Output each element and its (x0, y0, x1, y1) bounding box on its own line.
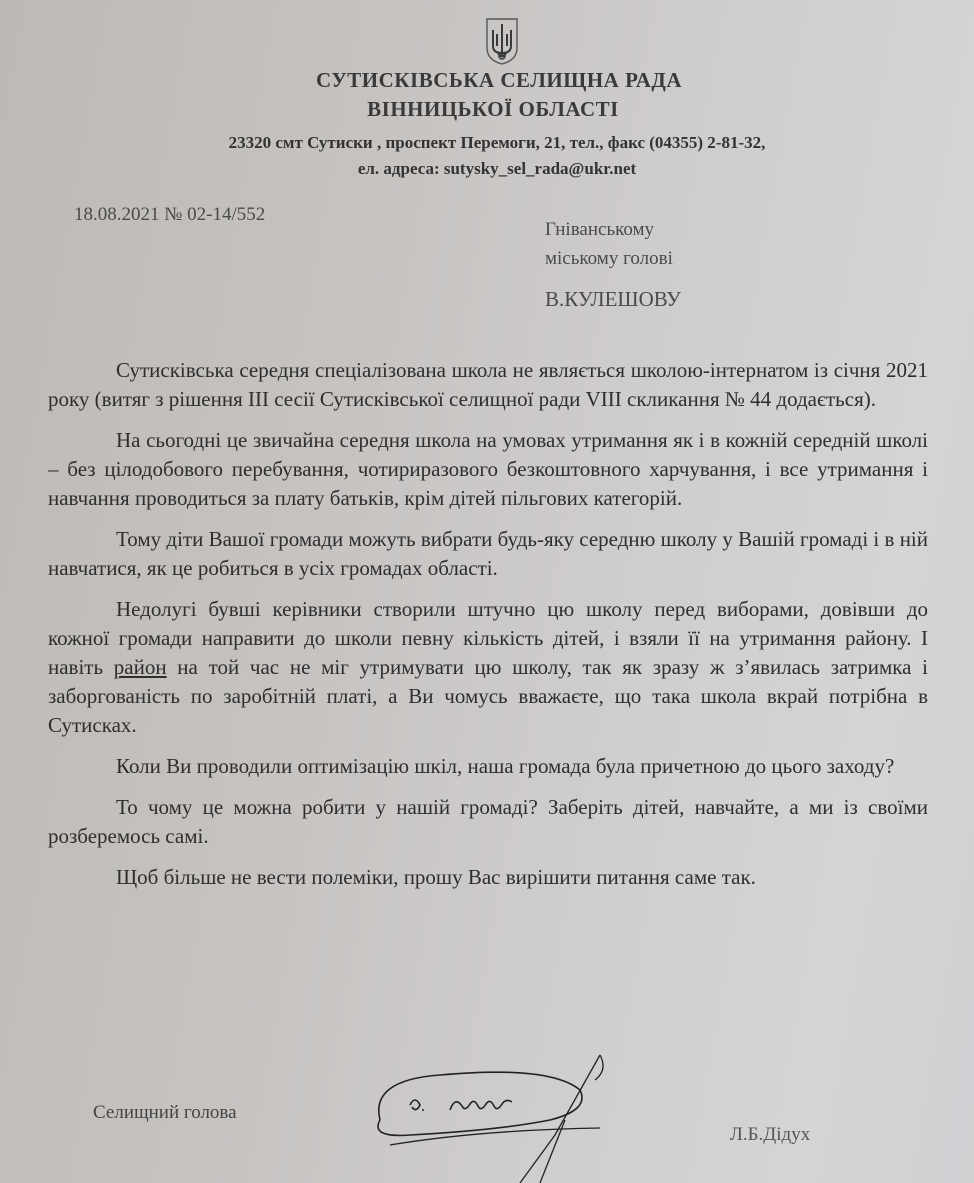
paragraph: На сьогодні це звичайна середня школа на умовах утримання як і в кожній середній школі – без цілодобового перебування, чотириразового безкоштовного харчування, і все утримання і навчання проводиться за плату батьків, крім дітей пільгових категорій. (48, 428, 928, 510)
paragraph: Сутисківська середня спеціалізована школа не являється школою-інтернатом із січня 2021 року (витяг з рішення ІІІ сесії Сутисківської селищної ради VIII скликання № 44 додається). (48, 358, 928, 411)
paragraph: Щоб більше не вести полеміки, прошу Вас вирішити питання саме так. (116, 865, 756, 889)
trident-coat-of-arms-icon (484, 16, 520, 66)
underlined-word: район (113, 655, 167, 679)
letter-body (48, 356, 928, 904)
handwritten-signature (350, 1050, 630, 1183)
addressee-line: Гніванському (545, 219, 655, 240)
paragraph (48, 595, 928, 740)
org-name: СУТИСКІВСЬКА СЕЛИЩНА РАДА (315, 68, 682, 92)
paragraph: Тому діти Вашої громади можуть вибрати будь-яку середню школу у Вашій громаді і в ній навчатися, як це робиться в усіх громадах області. (48, 527, 928, 580)
addressee-name: В.КУЛЕШОВУ (545, 287, 681, 311)
paragraph-text: на той час не міг утримувати цю школу, так як зразу ж з’явилась затримка і заборгованість по заробітній платі, а Ви чомусь вважаєте, що така школа вкрай потрібна в Сутисках. (48, 655, 928, 737)
addressee-line: міському голові (545, 248, 673, 269)
signatory-title: Селищний голова (93, 1102, 237, 1123)
org-email: ел. адреса: sutysky_sel_rada@ukr.net (357, 159, 637, 178)
paragraph-text: Недолугі бувші керівники створили штучно цю школу перед виборами, довівши до кожної громади направити до школи певну кількість дітей, і взяли її на утримання району. І навіть (48, 597, 928, 679)
paragraph: Коли Ви проводили оптимізацію шкіл, наша громада була причетною до цього заходу? (116, 754, 895, 778)
org-region: ВІННИЦЬКОЇ ОБЛАСТІ (367, 97, 619, 121)
document-reference: 18.08.2021 № 02-14/552 (74, 204, 266, 225)
org-address: 23320 смт Сутиски , проспект Перемоги, 21, тел., факс (04355) 2-81-32, (228, 133, 766, 152)
signatory-name: Л.Б.Дідух (730, 1124, 811, 1145)
paragraph: То чому це можна робити у нашій громаді? Заберіть дітей, навчайте, а ми із своїми розберемось самі. (48, 795, 928, 848)
